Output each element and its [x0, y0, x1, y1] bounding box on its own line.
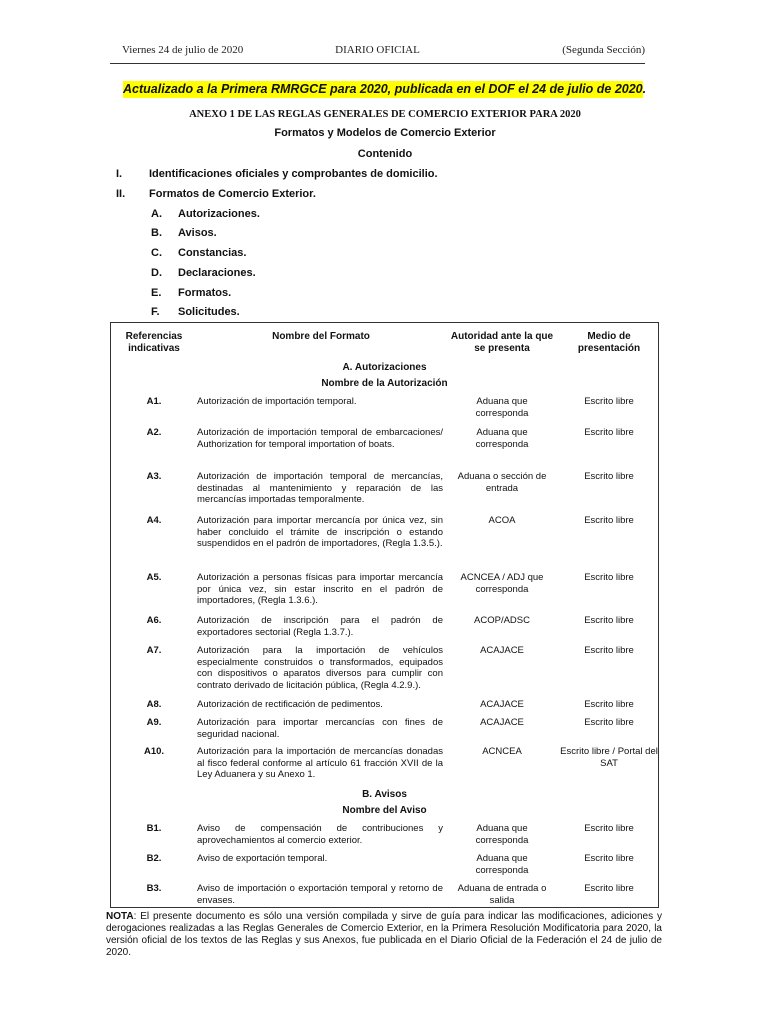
header-name: Nombre del Formato [272, 331, 370, 342]
header-authority: Autoridad ante la que se presenta [450, 331, 554, 354]
row-name: Autorización para importar mercancías con fines de seguridad nacional. [197, 717, 443, 740]
row-name: Autorización de rectificación de pedimentos. [197, 699, 383, 710]
row-ref: A6. [146, 615, 162, 626]
row-medium: Escrito libre [584, 572, 634, 583]
row-authority: Aduana que corresponda [475, 853, 529, 876]
row-name: Aviso de importación o exportación temporal y retorno de envases. [197, 883, 443, 906]
header-date: Viernes 24 de julio de 2020 [122, 44, 244, 56]
note-label: NOTA [106, 911, 134, 922]
row-authority: ACOA [488, 515, 516, 526]
row-medium: Escrito libre [584, 717, 634, 728]
toc-label: Identificaciones oficiales y comprobantes de domicilio. [149, 168, 438, 180]
row-ref: A7. [146, 645, 162, 656]
annex-title: ANEXO 1 DE LAS REGLAS GENERALES DE COMERCIO EXTERIOR PARA 2020 [189, 109, 581, 120]
toc-label: Solicitudes. [178, 306, 240, 318]
row-medium: Escrito libre / Portal del SAT [560, 746, 658, 769]
section-title: A. Autorizaciones [342, 362, 427, 373]
contents-title: Contenido [357, 148, 413, 160]
row-ref: B3. [146, 883, 162, 894]
header-section: (Segunda Sección) [562, 44, 645, 56]
section-subtitle: Nombre de la Autorización [321, 378, 448, 389]
row-name: Autorización de importación temporal de mercancías, destinadas al mantenimiento y reparación de las mercancías importadas temporalmente. [197, 471, 443, 505]
row-authority: ACAJACE [480, 717, 524, 728]
row-authority: Aduana o sección de entrada [457, 471, 547, 494]
row-name: Autorización de inscripción para el padrón de exportadores sectorial (Regla 1.3.7.). [197, 615, 443, 638]
toc-number: A. [151, 208, 162, 220]
row-name: Autorización para la importación de mercancías donadas al fisco federal conforme al artículo 61 fracción XVII de la Ley Aduanera y su Anexo 1. [197, 746, 443, 780]
toc-label: Constancias. [178, 247, 247, 259]
row-authority: ACAJACE [480, 645, 524, 656]
row-authority: ACNCEA / ADJ que corresponda [460, 572, 544, 595]
row-medium: Escrito libre [584, 699, 634, 710]
row-authority: ACOP/ADSC [474, 615, 530, 626]
row-ref: A2. [146, 427, 162, 438]
toc-label: Formatos de Comercio Exterior. [149, 188, 316, 200]
row-name: Autorización a personas físicas para importar mercancía por única vez, sin estar inscrito en el padrón de importadores, (Regla 1.3.6.). [197, 572, 443, 606]
toc-number: E. [151, 287, 162, 299]
row-name: Autorización para importar mercancía por única vez, sin haber concluido el trámite de inscripción o estando suspendidos en el padrón de importadores, (Regla 1.3.5.). [197, 515, 443, 549]
row-ref: A10. [143, 746, 165, 757]
toc-number: II. [116, 188, 126, 200]
row-medium: Escrito libre [584, 396, 634, 407]
row-medium: Escrito libre [584, 853, 634, 864]
row-ref: A5. [146, 572, 162, 583]
note-text: : El presente documento es sólo una versión compilada y sirve de guía para indicar las modificaciones, adiciones y derogaciones realizadas a las Reglas Generales de Comercio Exterior, en la Primera Resolución Modificatoria para 2020, la versión oficial de los textos de las Reglas y sus Anexos, fue publicada en el Diario Oficial de la Federación el 24 de julio de 2020. [106, 911, 662, 958]
row-authority: ACNCEA [482, 746, 522, 757]
section-subtitle: Nombre del Aviso [342, 805, 427, 816]
row-medium: Escrito libre [584, 515, 634, 526]
row-ref: A4. [146, 515, 162, 526]
toc-number: I. [116, 168, 123, 180]
row-name: Aviso de compensación de contribuciones y aprovechamientos al comercio exterior. [197, 823, 443, 846]
toc-number: F. [151, 306, 160, 318]
toc-label: Declaraciones. [178, 267, 256, 279]
row-name: Autorización de importación temporal de embarcaciones/ Authorization for temporal importation of boats. [197, 427, 443, 450]
row-ref: A3. [146, 471, 162, 482]
toc-number: B. [151, 227, 162, 239]
toc-label: Formatos. [178, 287, 232, 299]
row-medium: Escrito libre [584, 645, 634, 656]
row-medium: Escrito libre [584, 427, 634, 438]
row-authority: Aduana que corresponda [475, 427, 529, 450]
toc-number: C. [151, 247, 162, 259]
row-authority: Aduana que corresponda [475, 823, 529, 846]
toc-label: Autorizaciones. [178, 208, 260, 220]
footnote [106, 911, 662, 959]
row-medium: Escrito libre [584, 471, 634, 482]
header-ref: Referencias indicativas [125, 331, 183, 354]
header-journal: DIARIO OFICIAL [335, 44, 420, 56]
row-name: Autorización de importación temporal. [197, 396, 357, 407]
toc-number: D. [151, 267, 162, 279]
section-title: B. Avisos [362, 789, 407, 800]
header-rule [110, 63, 645, 64]
toc-label: Avisos. [178, 227, 217, 239]
row-name: Autorización para la importación de vehículos especialmente construidos o transformados, equipados con dispositivos o aparatos diversos para cumplir con contrato derivado de licitación pública, (Regla 4.2.9.). [197, 645, 443, 691]
row-authority: Aduana de entrada o salida [457, 883, 547, 906]
row-medium: Escrito libre [584, 823, 634, 834]
row-ref: B2. [146, 853, 162, 864]
subtitle: Formatos y Modelos de Comercio Exterior [274, 127, 496, 139]
row-name: Aviso de exportación temporal. [197, 853, 328, 864]
row-authority: ACAJACE [480, 699, 524, 710]
update-banner: Actualizado a la Primera RMRGCE para 2020, publicada en el DOF el 24 de julio de 2020. [123, 82, 647, 96]
row-ref: A1. [146, 396, 162, 407]
row-ref: A9. [146, 717, 162, 728]
row-authority: Aduana que corresponda [475, 396, 529, 419]
header-medium: Medio de presentación [577, 331, 641, 354]
row-ref: B1. [146, 823, 162, 834]
row-medium: Escrito libre [584, 883, 634, 894]
row-ref: A8. [146, 699, 162, 710]
formats-table [110, 322, 659, 908]
row-medium: Escrito libre [584, 615, 634, 626]
